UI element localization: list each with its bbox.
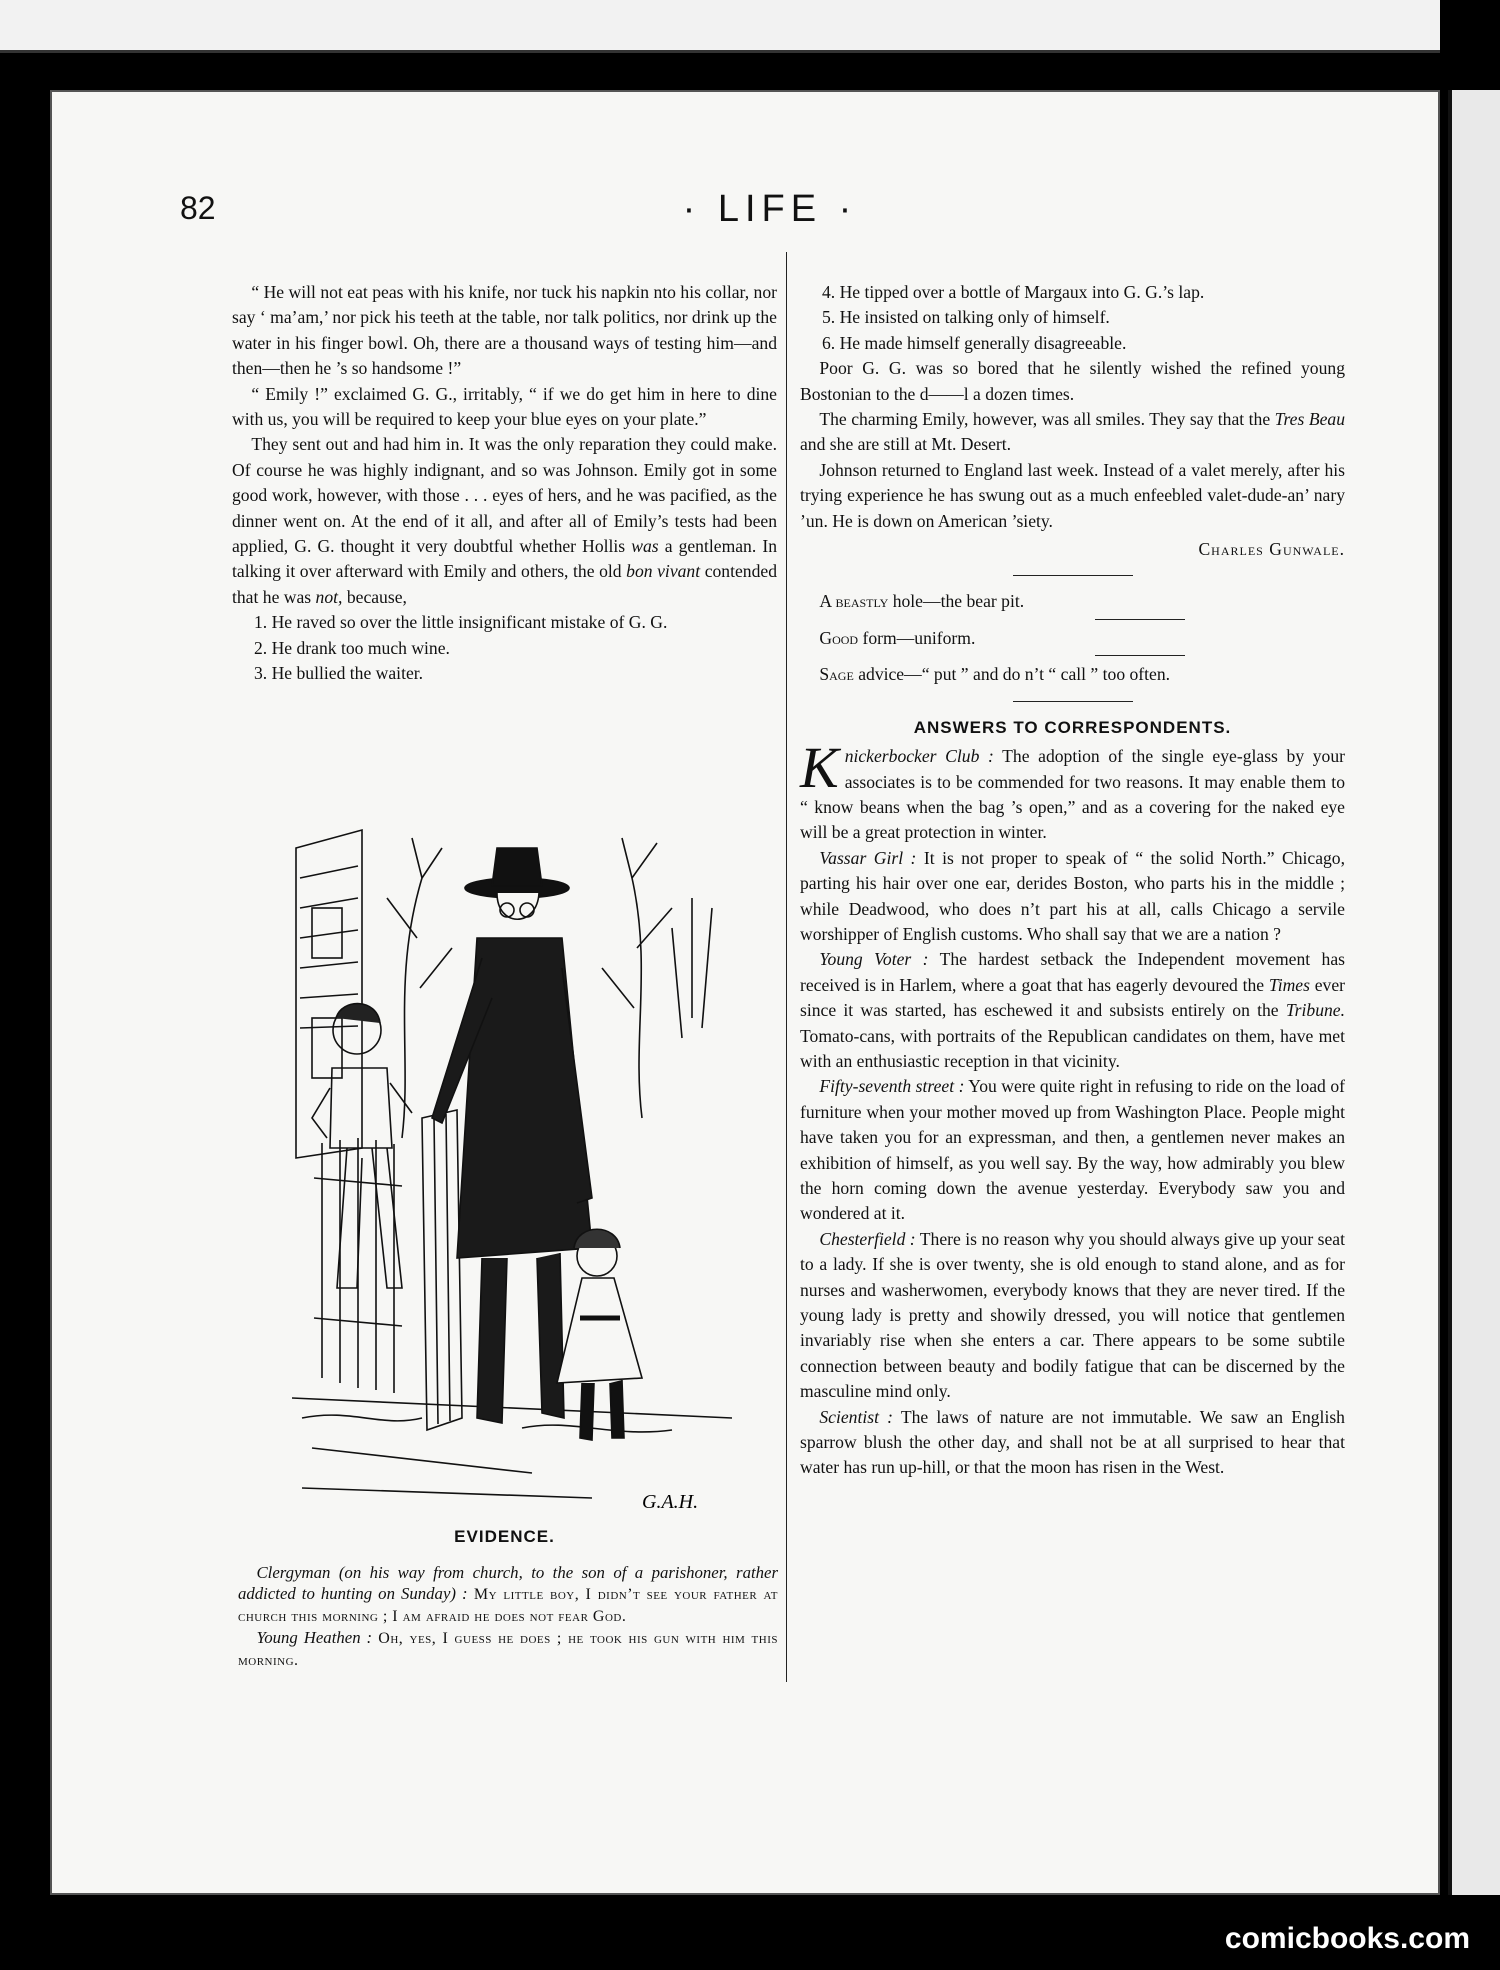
list-item: 2. He drank too much wine. xyxy=(254,637,450,658)
answer-knickerbocker: Knickerbocker Club : The adoption of the single eye-glass by your associates is to be commended for two reasons. It may enable them to “ know beans when the bag ’s open,” and as a covering for the naked eye will be a great protection in winter. xyxy=(800,735,1345,843)
next-page-edge xyxy=(1448,90,1500,1895)
list-item: 1. He raved so over the little insignificant mistake of G. G. xyxy=(254,612,668,633)
paragraph: Johnson returned to England last week. Instead of a valet merely, after his trying experience he has swung out as a much enfeebled valet-dude-an’ nary ’un. He is down on American ’siety. xyxy=(800,459,1345,531)
page-header xyxy=(180,190,1360,240)
answer-scientist: Scientist : The laws of nature are not immutable. We saw an English sparrow blush the other day, and shall not be at all surprised to hear that water has run up-hill, or that the moon has risen in the West. xyxy=(800,1406,1345,1478)
joke-rule xyxy=(1095,619,1185,620)
right-column xyxy=(800,280,1345,1481)
column-divider xyxy=(786,252,787,1682)
section-rule xyxy=(1013,701,1133,702)
answer-young-voter: Young Voter : The hardest setback the Independent movement has received is in Harlem, where a goat that has eagerly devoured the Times ever since it was started, has eschewed it and subsists entirely on the Tribune. Tomato-cans, with portraits of the Republican candidates on them, have met with an enthusiastic reception in that vicinity. xyxy=(800,949,1345,1071)
site-watermark: comicbooks.com xyxy=(1224,1922,1470,1955)
answer-vassar: Vassar Girl : It is not proper to speak of “ the solid North.” Chicago, parting his hair over one ear, derides Boston, who parts his in the middle ; while Deadwood, who does n’t part his at all, calls Chicago a servile worshipper of English customs. Who shall say that we are a nation ? xyxy=(800,847,1345,944)
answer-chesterfield: Chesterfield : There is no reason why you should always give up your seat to a lady. If she is over twenty, she is old enough to stand alone, and as for nurses and washerwomen, everybody knows that they are never tired. If the young lady is pretty and showily dressed, you will notice that gentlemen invariably rise when she enters a car. There appears to be some subtile connection between beauty and bodily fatigue that can be discerned by the masculine mind only. xyxy=(800,1228,1345,1402)
joke: Sage advice—“ put ” and do n’t “ call ” too often. xyxy=(819,664,1171,685)
page-number: 82 xyxy=(180,190,216,226)
author-signature: Charles Gunwale. xyxy=(1198,539,1345,560)
illustration-title: EVIDENCE. xyxy=(454,1527,555,1546)
joke-rule xyxy=(1095,655,1185,656)
list-item: 3. He bullied the waiter. xyxy=(254,663,424,684)
joke: A beastly hole—the bear pit. xyxy=(819,591,1025,612)
answers-heading: ANSWERS TO CORRESPONDENTS. xyxy=(913,717,1232,737)
answer-fifty-seventh: Fifty-seventh street : You were quite right in refusing to ride on the load of furniture when your mother moved up from Washington Place. People might have taken you for an expressman, and then, a gentlemen never makes an exhibition of himself, as you well say. By the way, how admirably you blew the horn coming down the avenue yesterday. Everybody saw you and wondered at it. xyxy=(800,1076,1345,1224)
left-column xyxy=(232,280,777,687)
artist-signature: G.A.H. xyxy=(642,1491,699,1513)
illustration-caption: Clergyman (on his way from church, to the son of a parishoner, rather addicted to hunting on Sunday) : My little boy, I didn’t see your father at church this morning ; I am afraid he does not fear God. Young Heathen : Oh, yes, I guess he does ; he took his gun with him this morning. xyxy=(238,1563,778,1669)
paragraph: “ He will not eat peas with his knife, nor tuck his napkin nto his collar, nor say ‘ ma’am,’ nor pick his teeth at the table, nor talk politics, nor drink up the water in his finger bowl. Oh, there are a thousand ways of testing him—and then—then he ’s so handsome !” xyxy=(232,282,777,379)
drop-cap: K xyxy=(800,735,839,801)
paragraph: They sent out and had him in. It was the only reparation they could make. Of course he was highly indignant, and so was Johnson. Emily got in some good work, however, with those . . . eyes of hers, and he was pacified, as the dinner went on. At the end of it all, and after all of Emily’s tests had been applied, G. G. thought it very doubtful whether Hollis was a gentleman. In talking it over afterward with Emily and others, the old bon vivant contended that he was not, because, xyxy=(232,434,778,607)
list-item: 6. He made himself generally disagreeable. xyxy=(822,332,1127,353)
joke: Good form—uniform. xyxy=(819,627,976,648)
list-item: 4. He tipped over a bottle of Margaux into G. G.’s lap. xyxy=(822,282,1205,302)
paragraph: The charming Emily, however, was all smiles. They say that the Tres Beau and she are still at Mt. Desert. xyxy=(800,409,1345,455)
paragraph: Poor G. G. was so bored that he silently wished the refined young Bostonian to the d——l a dozen times. xyxy=(800,358,1345,404)
magazine-title: · LIFE · xyxy=(682,188,858,230)
list-item: 5. He insisted on talking only of himself. xyxy=(822,307,1110,328)
evidence-illustration xyxy=(292,818,732,1518)
section-rule xyxy=(1013,575,1133,576)
paragraph: “ Emily !” exclaimed G. G., irritably, “ if we do get him in here to dine with us, you will be required to keep your blue eyes on your plate.” xyxy=(232,383,777,430)
previous-page-edge xyxy=(0,0,1440,53)
